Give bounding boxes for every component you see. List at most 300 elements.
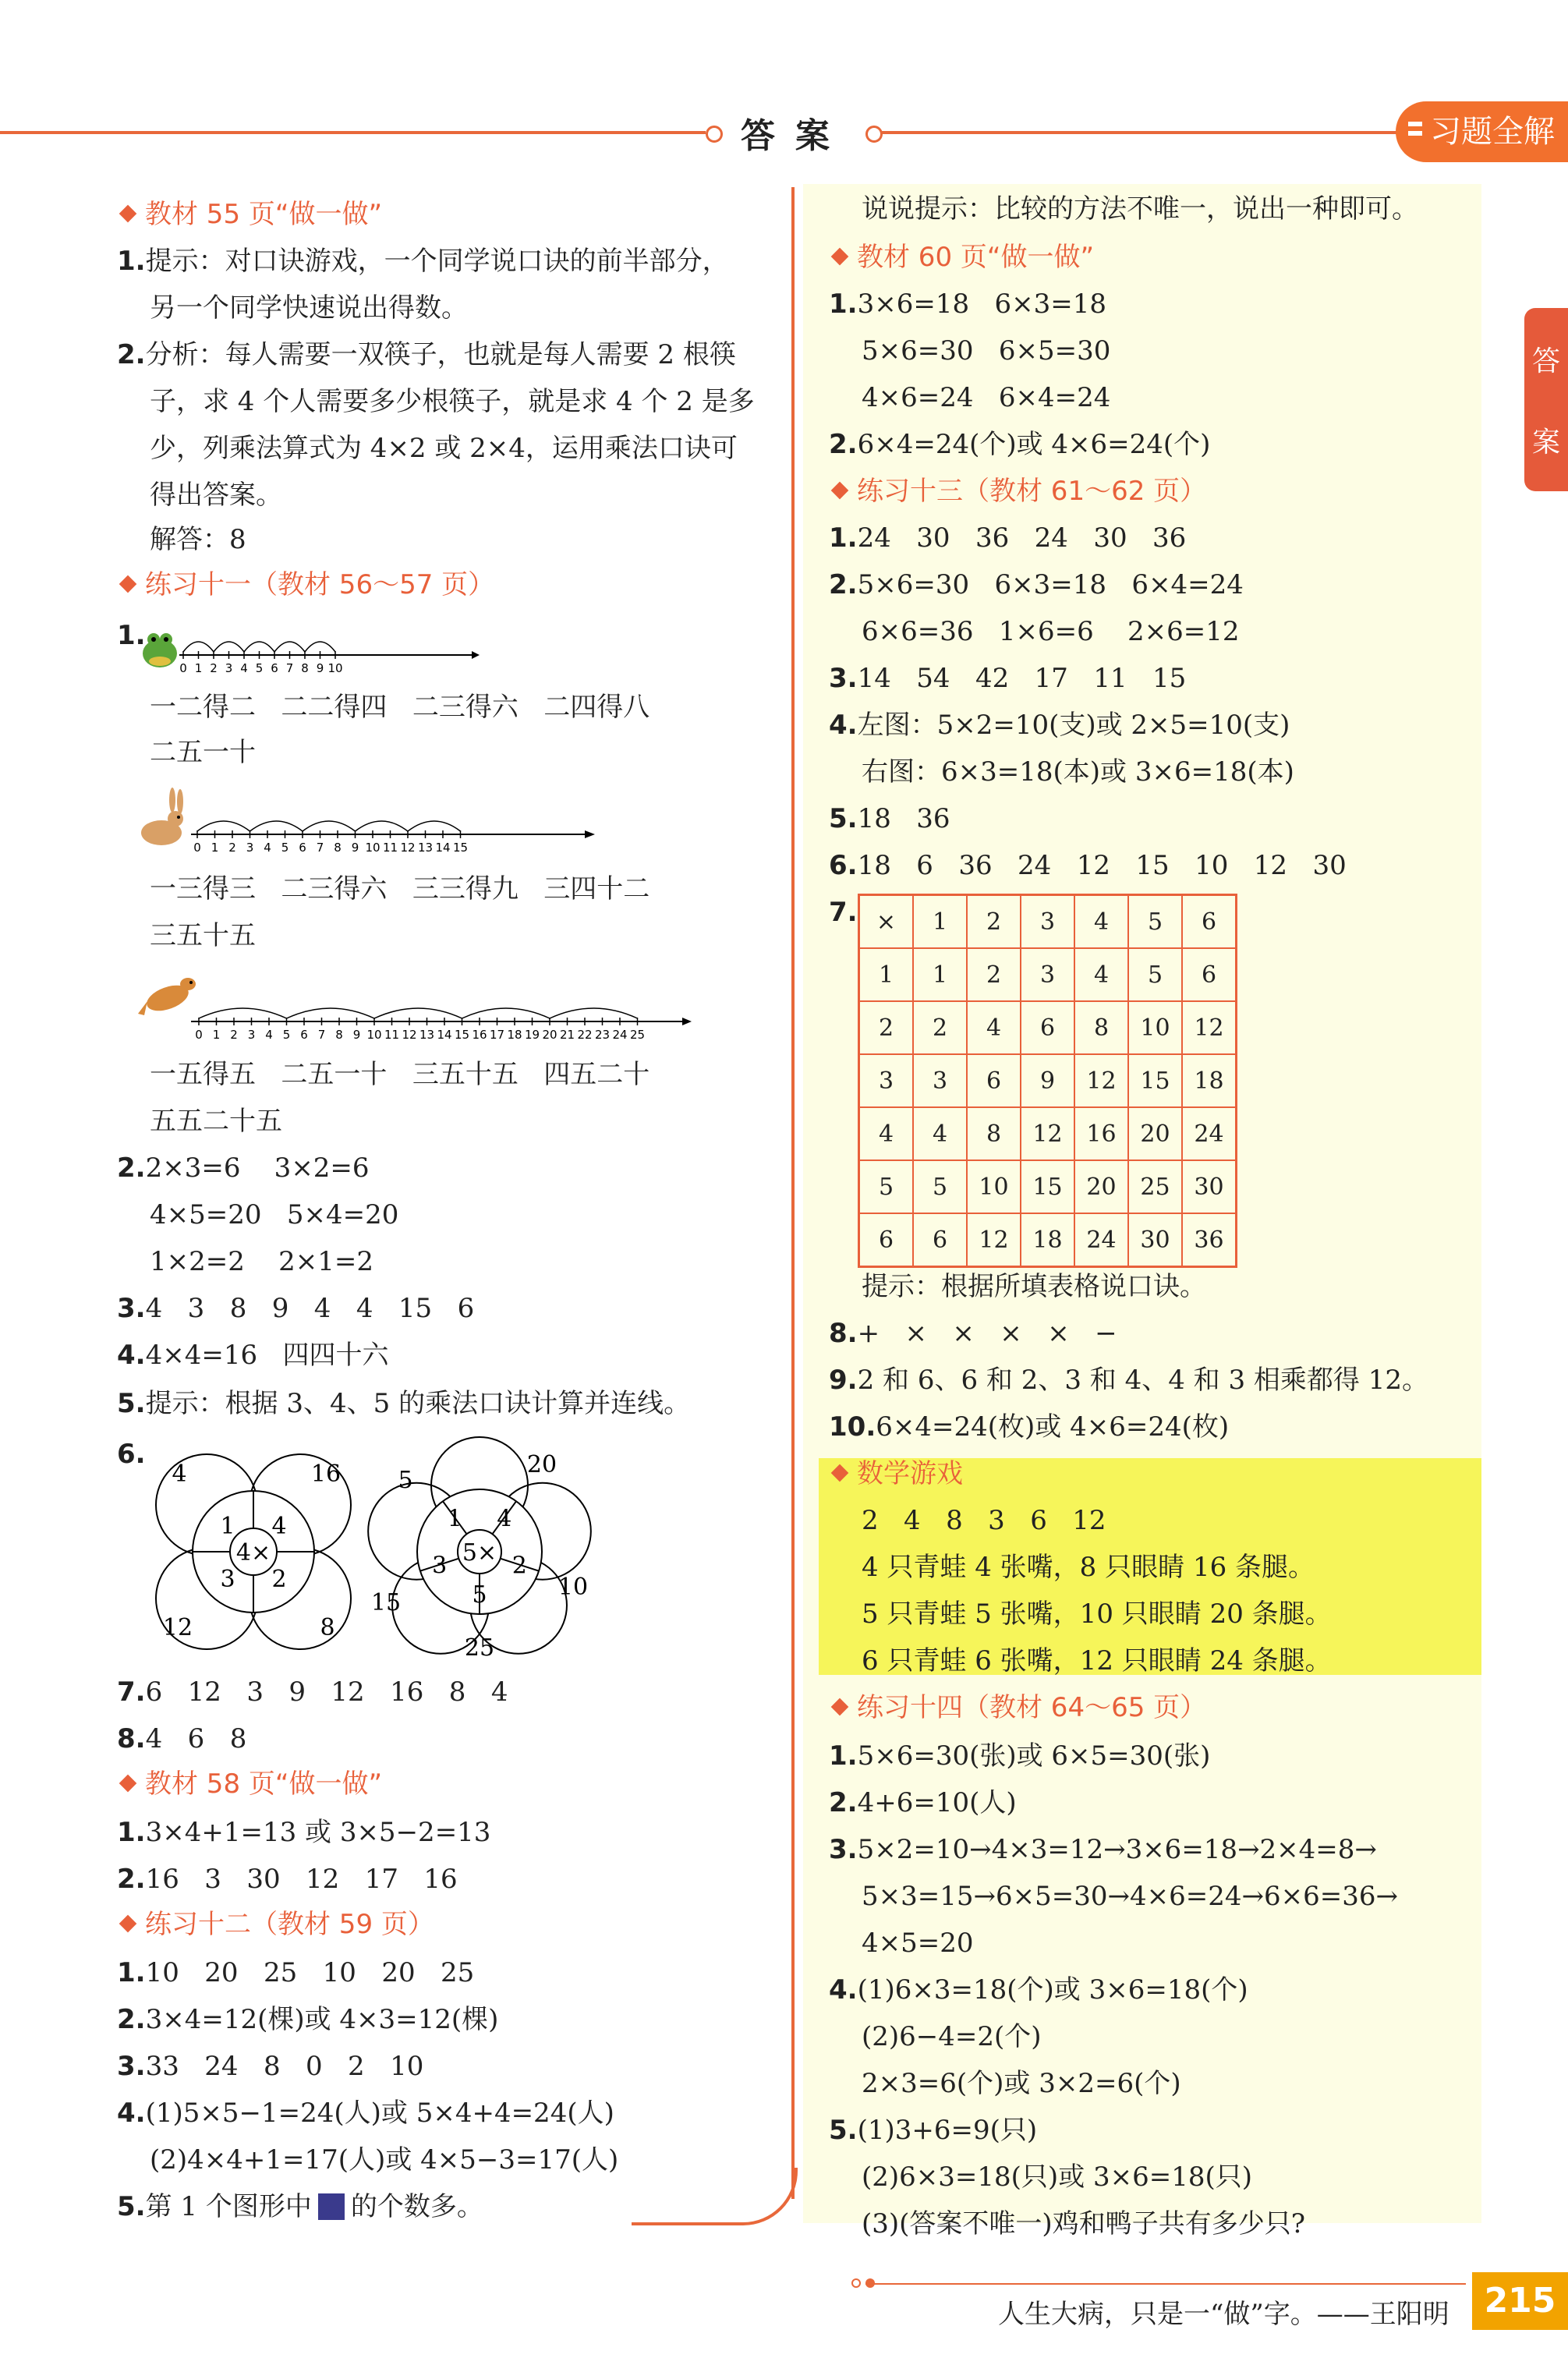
item-number: 4.: [117, 2098, 146, 2129]
table-cell: 10: [1128, 1001, 1182, 1054]
table-cell: ×: [859, 895, 914, 949]
table-cell: 2: [967, 895, 1021, 949]
answer-text: 33 24 8 0 2 10: [145, 2051, 424, 2082]
answer-text: 6 12 3 9 12 16 8 4: [145, 1676, 508, 1708]
answer-text: 5×6=30 6×5=30: [862, 335, 1111, 366]
section-heading: [829, 476, 1206, 507]
table-cell: 20: [1128, 1107, 1182, 1160]
number-line-label: 3: [247, 1028, 256, 1042]
table-cell: 3: [859, 1054, 914, 1107]
flower-inner: 1: [447, 1505, 462, 1533]
table-cell: 9: [1021, 1054, 1074, 1107]
answer-line: [829, 2208, 1305, 2239]
item-number: 4.: [117, 1340, 146, 1371]
answer-line: [117, 2144, 618, 2176]
number-line-label: 14: [437, 1028, 452, 1042]
answer-text: 提示：根据 3、4、5 的乘法口诀计算并连线。: [145, 1388, 691, 1419]
number-line-label: 3: [246, 841, 254, 855]
answer-line: [117, 1059, 649, 1090]
number-line-label: 6: [271, 661, 278, 675]
item-number: 3.: [829, 1834, 858, 1865]
item-number: 2.: [829, 1787, 858, 1818]
number-line-label: 0: [195, 1028, 203, 1042]
table-cell: 20: [1074, 1160, 1128, 1213]
answer-text: 说说提示：比较的方法不唯一，说出一种即可。: [862, 193, 1418, 225]
section-heading: [117, 199, 382, 230]
table-row: [859, 948, 1237, 1001]
flower-center: 5×: [462, 1539, 497, 1567]
answer-text: 分析：每人需要一双筷子，也就是每人需要 2 根筷: [145, 339, 736, 370]
flower-inner: 5: [472, 1581, 487, 1609]
answer-line: [829, 710, 1290, 741]
table-cell: 8: [967, 1107, 1021, 1160]
table-cell: 18: [1182, 1054, 1237, 1107]
answer-text: 6 只青蛙 6 张嘴，12 只眼睛 24 条腿。: [862, 1645, 1332, 1676]
table-cell: 12: [1182, 1001, 1237, 1054]
answer-text: 3×4+1=13 或 3×5−2=13: [145, 1817, 491, 1848]
number-line-label: 1: [194, 661, 203, 675]
jump-arc: [183, 642, 214, 652]
footer-rule: [865, 2283, 1466, 2285]
answer-line: [117, 386, 755, 417]
answer-text: 的个数多。: [350, 2191, 483, 2222]
number-line-label: 19: [524, 1028, 540, 1042]
answer-text: 4×5=20: [862, 1928, 974, 1959]
section-heading-text: 教材 55 页“做一做”: [145, 199, 383, 230]
answer-text: 五五二十五: [150, 1106, 282, 1137]
answer-line: [829, 756, 1294, 788]
flower-inner: 1: [220, 1513, 235, 1540]
answer-text: (1)6×3=18(个)或 3×6=18(个): [857, 1974, 1248, 2006]
number-line-2: [136, 788, 596, 858]
table-cell: 3: [1021, 895, 1074, 949]
flower-inner: 2: [271, 1566, 287, 1593]
number-line-label: 5: [281, 841, 289, 855]
answer-line: [829, 1411, 1229, 1443]
flower-outer: 20: [526, 1451, 557, 1478]
diamond-bullet-icon: [119, 1775, 137, 1793]
number-line-label: 12: [402, 1028, 417, 1042]
answer-text: 提示：根据所填表格说口诀。: [862, 1271, 1206, 1302]
number-line-label: 9: [352, 1028, 361, 1042]
item-number: 6.: [829, 850, 858, 881]
answer-line: [117, 1246, 373, 1277]
number-line-label: 1: [211, 841, 219, 855]
answer-line: [117, 1676, 508, 1708]
answer-text: 4 只青蛙 4 张嘴，8 只眼睛 16 条腿。: [862, 1552, 1315, 1583]
table-cell: 3: [1021, 948, 1074, 1001]
answer-text: (3)(答案不唯一)鸡和鸭子共有多少只?: [862, 2208, 1305, 2239]
number-line-label: 8: [335, 1028, 343, 1042]
answer-line: [117, 433, 738, 464]
number-line-label: 6: [300, 1028, 308, 1042]
section-heading-text: 教材 60 页“做一做”: [857, 242, 1095, 273]
table-row: [859, 1213, 1237, 1267]
flower-outer: 12: [162, 1614, 193, 1641]
answer-text: 左图：5×2=10(支)或 2×5=10(支): [857, 710, 1290, 741]
answer-text: 解答：8: [150, 524, 246, 555]
table-cell: 16: [1074, 1107, 1128, 1160]
item-number: 1.: [117, 620, 146, 651]
flower-outer: 10: [557, 1574, 589, 1601]
answer-text: 5×2=10→4×3=12→3×6=18→2×4=8→: [857, 1834, 1377, 1865]
number-line-label: 16: [472, 1028, 487, 1042]
table-cell: 4: [859, 1107, 914, 1160]
answer-line: [117, 246, 729, 277]
table-cell: 10: [967, 1160, 1021, 1213]
answer-line: [829, 1974, 1248, 2006]
jump-arc: [274, 642, 305, 652]
diamond-bullet-icon: [119, 1915, 137, 1933]
answer-text: 4 3 8 9 4 4 15 6: [145, 1293, 475, 1324]
number-line-label: 8: [334, 841, 342, 855]
flower-inner: 3: [220, 1566, 235, 1593]
section-tab: [1396, 101, 1568, 162]
number-line-label: 1: [212, 1028, 221, 1042]
answer-text: 4×6=24 6×4=24: [862, 382, 1111, 413]
number-line-label: 5: [282, 1028, 291, 1042]
answer-text: 16 3 30 12 17 16: [145, 1864, 458, 1895]
page-title: 答案: [741, 116, 850, 156]
diamond-bullet-icon: [119, 205, 137, 223]
answer-text: 4 6 8: [145, 1723, 247, 1754]
table-cell: 1: [913, 895, 967, 949]
answer-text: (1)5×5−1=24(人)或 5×4+4=24(人): [145, 2098, 614, 2129]
table-cell: 25: [1128, 1160, 1182, 1213]
table-cell: 5: [913, 1160, 967, 1213]
answer-text: 3×4=12(棵)或 4×3=12(棵): [145, 2004, 499, 2035]
answer-line: [829, 1271, 1206, 1302]
answer-line: [117, 1957, 474, 1988]
table-row: [859, 1160, 1237, 1213]
answer-text: 4×5=20 5×4=20: [150, 1199, 399, 1230]
table-cell: 2: [859, 1001, 914, 1054]
table-cell: 4: [1074, 948, 1128, 1001]
section-heading-text: 教材 58 页“做一做”: [145, 1768, 383, 1800]
table-cell: 12: [1021, 1107, 1074, 1160]
answer-text: 6×6=36 1×6=6 2×6=12: [862, 616, 1240, 647]
flower-center: 4×: [235, 1539, 271, 1567]
table-cell: 2: [967, 948, 1021, 1001]
number-line-label: 8: [301, 661, 309, 675]
answer-line: [117, 1152, 370, 1184]
answer-line: [829, 1505, 1106, 1536]
section-heading: [117, 569, 494, 600]
answer-line: [117, 2191, 483, 2222]
square-shape-icon: [318, 2193, 345, 2220]
section-heading: [829, 1692, 1206, 1723]
item-number: 4.: [829, 1974, 858, 2006]
number-line-label: 21: [559, 1028, 575, 1042]
answer-line: [117, 1817, 490, 1848]
item-number: 8.: [829, 1318, 858, 1349]
answer-line: [117, 1864, 458, 1895]
answer-line: [829, 335, 1110, 366]
answer-text: 二五一十: [150, 737, 256, 768]
table-row: [859, 1001, 1237, 1054]
answer-line: [117, 480, 282, 511]
table-cell: 4: [967, 1001, 1021, 1054]
answer-text: 5 只青蛙 5 张嘴，10 只眼睛 20 条腿。: [862, 1598, 1332, 1630]
table-cell: 5: [1128, 948, 1182, 1001]
answer-line: [117, 2004, 498, 2035]
table-cell: 4: [1074, 895, 1128, 949]
table-cell: 18: [1021, 1213, 1074, 1267]
jump-arc: [550, 1008, 638, 1018]
item-number: 2.: [117, 1152, 146, 1184]
number-line-label: 23: [594, 1028, 611, 1042]
item-number: 2.: [117, 2004, 146, 2035]
table-cell: 6: [859, 1213, 914, 1267]
jump-arc: [250, 821, 303, 831]
answer-line: [829, 522, 1186, 554]
table-cell: 8: [1074, 1001, 1128, 1054]
table-cell: 6: [1021, 1001, 1074, 1054]
table-cell: 12: [967, 1213, 1021, 1267]
answer-line: [829, 1318, 1117, 1349]
answer-text: 5×6=30(张)或 6×5=30(张): [857, 1740, 1211, 1772]
item-number: 5.: [117, 2191, 146, 2222]
item-number: 1.: [829, 1740, 858, 1772]
answer-line: [829, 850, 1347, 881]
answer-text: 一三得三 二三得六 三三得九 三四十二: [150, 873, 650, 905]
flower-diagram-5: [363, 1435, 596, 1669]
number-line-label: 4: [264, 841, 271, 855]
flower-inner: 4: [271, 1513, 287, 1540]
header-dot-right: [865, 126, 883, 143]
answer-text: 得出答案。: [150, 480, 282, 511]
answer-line: [117, 1106, 282, 1137]
answer-line: [829, 569, 1244, 600]
item-number: 7.: [117, 1676, 146, 1708]
answer-text: 24 30 36 24 30 36: [857, 522, 1187, 554]
diamond-bullet-icon: [831, 248, 849, 266]
table-cell: 15: [1021, 1160, 1074, 1213]
jump-arc: [244, 642, 274, 652]
number-line-label: 0: [179, 661, 187, 675]
jump-arc: [305, 642, 335, 652]
number-line-label: 3: [225, 661, 233, 675]
item-number: 10.: [829, 1411, 876, 1443]
frog-icon: [143, 633, 177, 667]
item-number: 1.: [117, 246, 146, 277]
number-line-label: 6: [299, 841, 306, 855]
number-line-label: 22: [577, 1028, 593, 1042]
item-number: 5.: [829, 2115, 858, 2146]
answer-text: 6×4=24(枚)或 4×6=24(枚): [876, 1411, 1230, 1443]
jump-arc: [374, 1008, 462, 1018]
answer-text: 18 6 36 24 12 15 10 12 30: [857, 850, 1347, 881]
multiplication-table: [858, 894, 1237, 1268]
number-line-label: 9: [351, 841, 359, 855]
item-number: 7.: [829, 897, 858, 928]
answer-text: (2)4×4+1=17(人)或 4×5−3=17(人): [150, 2144, 619, 2176]
flower-outer: 15: [370, 1589, 402, 1616]
section-heading: [829, 242, 1094, 273]
answer-text: 2 和 6、6 和 2、3 和 4、4 和 3 相乘都得 12。: [857, 1365, 1428, 1396]
jump-arc: [356, 821, 409, 831]
answer-text: 2×3=6 3×2=6: [145, 1152, 370, 1184]
table-cell: 15: [1128, 1054, 1182, 1107]
answer-line: [829, 429, 1210, 460]
answer-text: 右图：6×3=18(本)或 3×6=18(本): [862, 756, 1294, 788]
section-heading: [829, 1458, 963, 1489]
answer-line: [829, 1740, 1210, 1772]
rabbit-icon: [141, 788, 183, 845]
answer-line: [117, 339, 736, 370]
number-line-label: 13: [419, 1028, 435, 1042]
answer-line: [829, 1365, 1428, 1396]
flower-inner: 3: [432, 1552, 448, 1580]
section-heading-text: 练习十四（教材 64～65 页）: [857, 1692, 1207, 1723]
table-cell: 5: [859, 1160, 914, 1213]
answer-text: 提示：对口诀游戏，一个同学说口诀的前半部分，: [145, 246, 729, 277]
answer-text: + × × × × −: [857, 1318, 1117, 1349]
number-line-label: 4: [265, 1028, 273, 1042]
number-line-1: [136, 616, 480, 678]
jump-arc: [199, 1008, 287, 1018]
answer-line: [117, 692, 649, 723]
answer-line: [117, 1293, 474, 1324]
item-number: 5.: [829, 803, 858, 834]
flower-outer: 8: [320, 1614, 335, 1641]
flower-outer: 25: [464, 1634, 495, 1662]
table-cell: 6: [1182, 895, 1237, 949]
answer-line: [829, 616, 1240, 647]
number-line-label: 2: [210, 661, 218, 675]
column-divider-curve: [632, 2168, 798, 2225]
answer-line: [117, 292, 468, 324]
answer-line: [117, 2051, 423, 2082]
answer-text: 5×3=15→6×5=30→4×6=24→6×6=36→: [862, 1881, 1398, 1912]
header-dot-left: [706, 126, 723, 143]
answer-line: [117, 524, 246, 555]
answer-text: 4+6=10(人): [857, 1787, 1017, 1818]
answer-line: [829, 803, 950, 834]
answer-text: 4×4=16 四四十六: [145, 1340, 389, 1371]
number-line-label: 0: [193, 841, 201, 855]
answer-line: [117, 737, 256, 768]
number-line-label: 4: [240, 661, 248, 675]
answer-line: [829, 663, 1186, 694]
number-line-label: 18: [507, 1028, 522, 1042]
flower-inner: 4: [497, 1505, 512, 1533]
answer-text: (2)6−4=2(个): [862, 2021, 1042, 2052]
number-line-label: 15: [452, 841, 469, 855]
answer-line: [829, 2021, 1042, 2052]
flower-outer: 4: [172, 1460, 187, 1488]
answer-line: [829, 1552, 1315, 1583]
table-cell: 2: [913, 1001, 967, 1054]
item-number: 1.: [829, 289, 858, 320]
number-line-label: 10: [365, 841, 380, 855]
item-number: 1.: [829, 522, 858, 554]
answer-text: 一五得五 二五一十 三五十五 四五二十: [150, 1059, 650, 1090]
answer-text: (1)3+6=9(只): [857, 2115, 1038, 2146]
answer-text: 2×3=6(个)或 3×2=6(个): [862, 2068, 1181, 2099]
jump-arc: [214, 642, 244, 652]
number-line-label: 2: [228, 841, 236, 855]
table-cell: 6: [1182, 948, 1237, 1001]
answer-line: [829, 1598, 1332, 1630]
answer-line: [829, 2068, 1181, 2099]
answer-line: [829, 1928, 974, 1959]
item-number: 8.: [117, 1723, 146, 1754]
number-line-label: 12: [400, 841, 416, 855]
column-divider: [791, 187, 795, 2199]
table-cell: 3: [913, 1054, 967, 1107]
section-heading-text: 练习十三（教材 61～62 页）: [857, 476, 1207, 507]
table-cell: 6: [967, 1054, 1021, 1107]
section-heading: [117, 1909, 434, 1940]
item-number: 1.: [117, 1817, 146, 1848]
item-number: 2.: [117, 339, 146, 370]
table-cell: 36: [1182, 1213, 1237, 1267]
answer-line: [829, 1834, 1377, 1865]
answer-text: 另一个同学快速说出得数。: [150, 292, 468, 324]
answer-line: [117, 873, 649, 905]
answer-text: 2 4 8 3 6 12: [862, 1505, 1106, 1536]
pen-icon: [1407, 120, 1424, 142]
answer-line: [117, 1199, 398, 1230]
jump-arc: [462, 1008, 550, 1018]
answer-text: 14 54 42 17 11 15: [857, 663, 1187, 694]
answer-text: 少，列乘法算式为 4×2 或 2×4，运用乘法口诀可: [150, 433, 738, 464]
answer-line: [829, 193, 1418, 225]
number-line-label: 7: [317, 1028, 326, 1042]
number-line-label: 10: [366, 1028, 382, 1042]
number-line-label: 7: [285, 661, 294, 675]
answer-line: [117, 1723, 246, 1754]
flower-diagram-4: [140, 1439, 366, 1665]
section-heading: [117, 1768, 382, 1800]
answer-text: 三五十五: [150, 920, 256, 951]
answer-side-tab: [1524, 308, 1568, 491]
answer-text: 一二得二 二二得四 二三得六 二四得八: [150, 692, 650, 723]
number-line-label: 24: [612, 1028, 628, 1042]
table-row: [859, 1107, 1237, 1160]
diamond-bullet-icon: [119, 575, 137, 593]
answer-text: 10 20 25 10 20 25: [145, 1957, 475, 1988]
header-rule-right: [881, 131, 1403, 134]
side-tab-char: 案: [1531, 426, 1560, 458]
number-line-label: 7: [316, 841, 324, 855]
table-cell: 30: [1128, 1213, 1182, 1267]
number-line-label: 10: [327, 661, 343, 675]
number-line-label: 20: [542, 1028, 557, 1042]
diamond-bullet-icon: [831, 1464, 849, 1482]
diamond-bullet-icon: [831, 1698, 849, 1716]
number-line-label: 13: [417, 841, 434, 855]
jump-arc: [287, 1008, 375, 1018]
answer-text: 1×2=2 2×1=2: [150, 1246, 373, 1277]
section-heading-text: 练习十一（教材 56～57 页）: [145, 569, 495, 600]
table-row: [859, 1054, 1237, 1107]
answer-text: 5×6=30 6×3=18 6×4=24: [857, 569, 1244, 600]
number-line-label: 15: [454, 1028, 470, 1042]
answer-line: [829, 382, 1110, 413]
answer-line: [829, 1787, 1017, 1818]
table-cell: 24: [1074, 1213, 1128, 1267]
answer-line: [829, 897, 858, 928]
answer-text: 第 1 个图形中: [145, 2191, 312, 2222]
section-heading-text: 练习十二（教材 59 页）: [145, 1909, 434, 1940]
header-rule-left: [0, 131, 706, 134]
jump-arc: [303, 821, 356, 831]
answer-text: (2)6×3=18(只)或 3×6=18(只): [862, 2161, 1253, 2193]
table-cell: 5: [1128, 895, 1182, 949]
answer-line: [117, 1340, 389, 1371]
